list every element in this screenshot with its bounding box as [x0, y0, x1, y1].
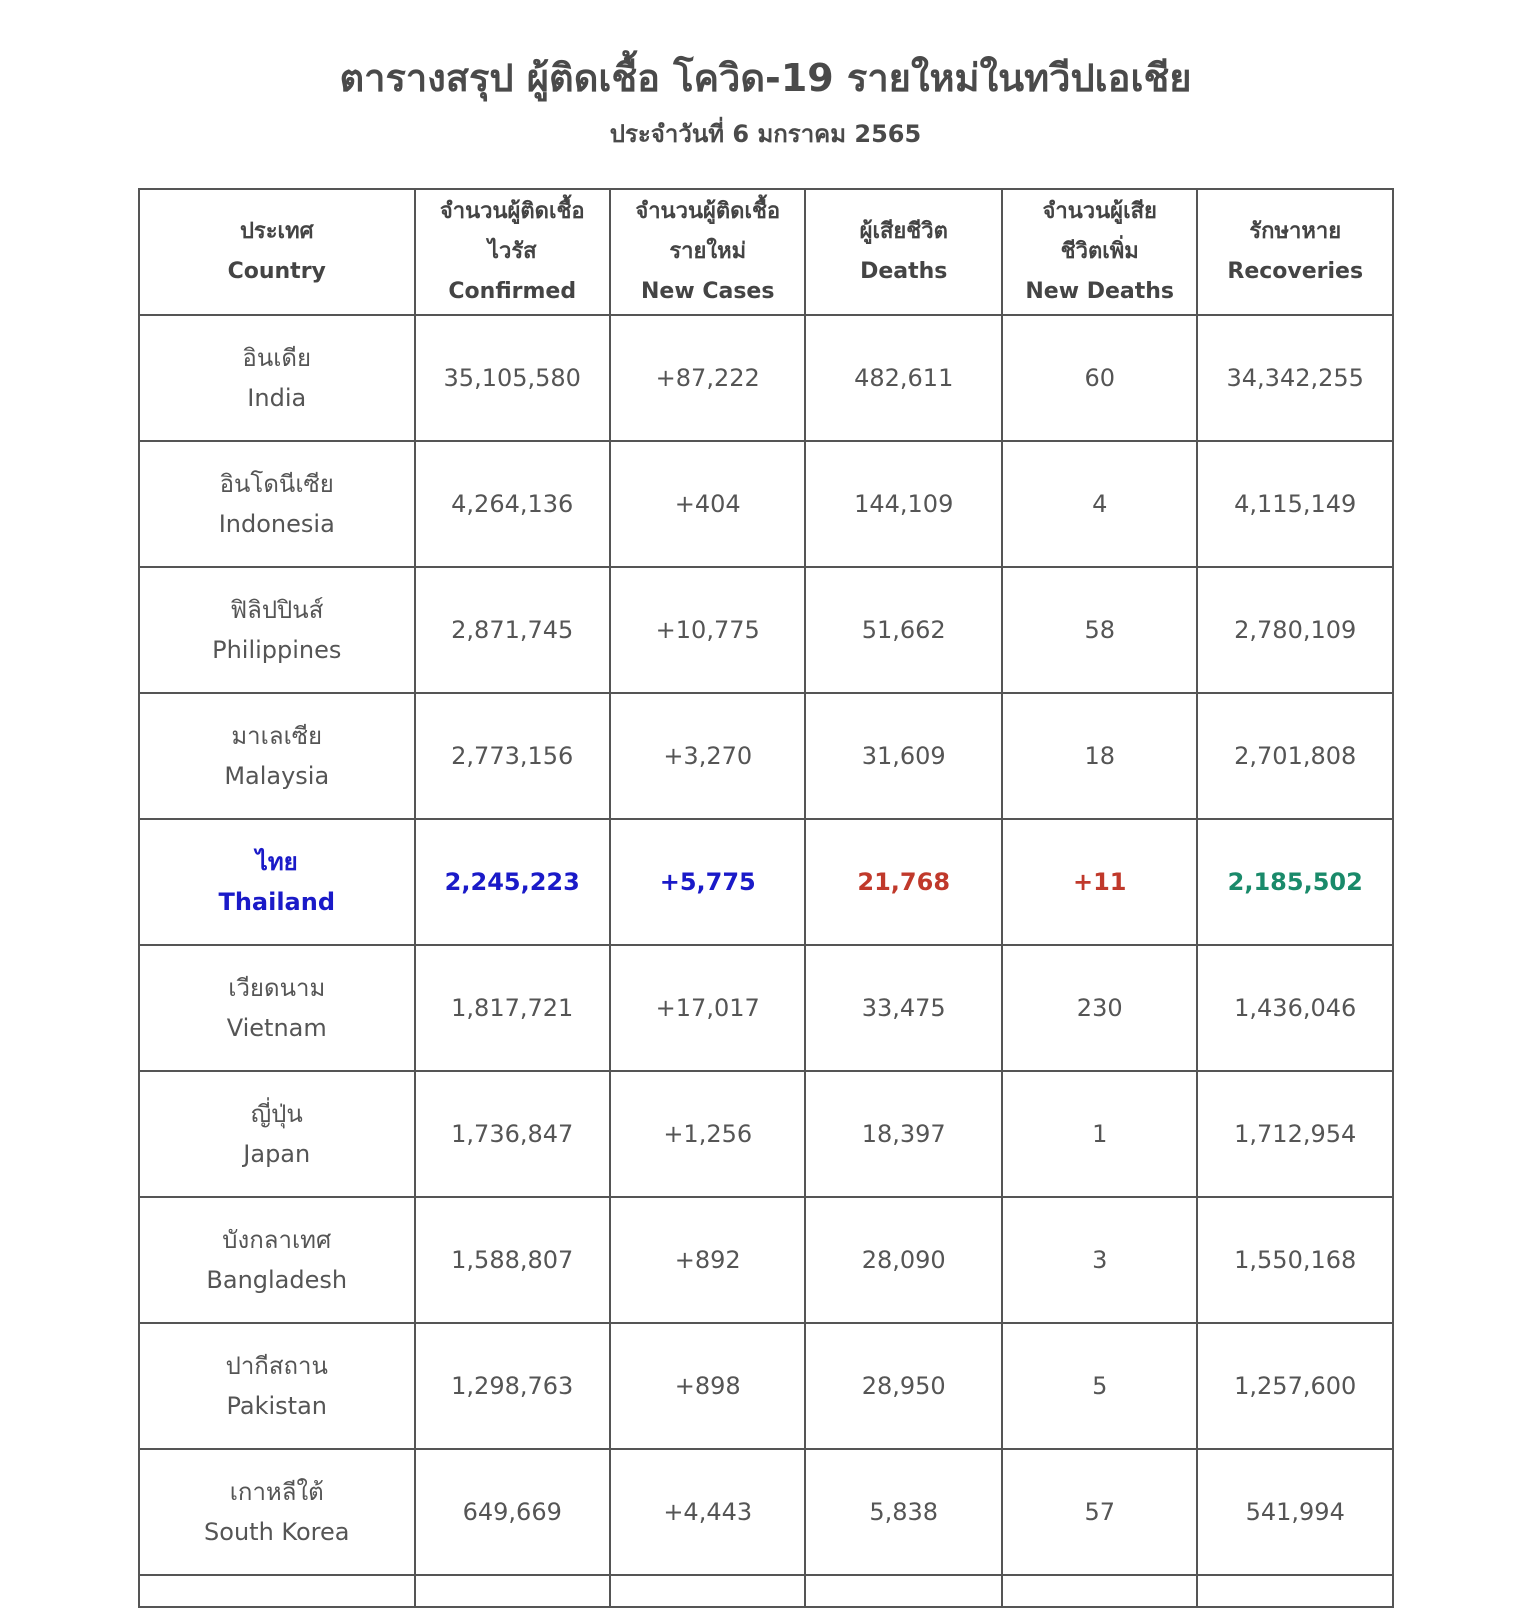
new-deaths-cell: 3 [1002, 1197, 1197, 1323]
country-cell [139, 315, 415, 441]
country-cell [139, 945, 415, 1071]
recoveries-cell: 541,994 [1197, 1449, 1393, 1575]
header-deaths [805, 189, 1002, 315]
new-cases-cell: +17,017 [610, 945, 805, 1071]
header-new-deaths [1002, 189, 1197, 315]
deaths-cell: 482,611 [805, 315, 1002, 441]
deaths-cell: 28,090 [805, 1197, 1002, 1323]
header-deaths-en: Deaths [860, 259, 948, 284]
covid-summary-table [138, 188, 1394, 1608]
new-deaths-cell: 57 [1002, 1449, 1197, 1575]
deaths-cell: 31,609 [805, 693, 1002, 819]
country-name-en: Indonesia [218, 510, 335, 538]
recoveries-cell: 34,342,255 [1197, 315, 1393, 441]
new-cases-cell: +3,270 [610, 693, 805, 819]
table-row [139, 1071, 1393, 1197]
new-deaths-cell: 230 [1002, 945, 1197, 1071]
country-name-th: ฟิลิปปินส์ [230, 596, 324, 624]
header-new-cases-en: New Cases [641, 279, 775, 304]
header-confirmed-th1: จำนวนผู้ติดเชื้อ [439, 199, 585, 224]
deaths-cell: 144,109 [805, 441, 1002, 567]
deaths-cell: 5,838 [805, 1449, 1002, 1575]
new-deaths-cell: 4 [1002, 441, 1197, 567]
deaths-cell: 21,768 [805, 819, 1002, 945]
country-name-th: มาเลเซีย [231, 722, 323, 750]
country-name-th: เวียดนาม [228, 974, 326, 1002]
empty-cell [1197, 1575, 1393, 1607]
new-deaths-cell: 58 [1002, 567, 1197, 693]
header-deaths-th: ผู้เสียชีวิต [859, 219, 948, 244]
confirmed-cell: 649,669 [415, 1449, 610, 1575]
table-row [139, 441, 1393, 567]
country-name-th: ปากีสถาน [225, 1352, 328, 1380]
header-new-cases-th1: จำนวนผู้ติดเชื้อ [635, 199, 781, 224]
recoveries-cell: 2,780,109 [1197, 567, 1393, 693]
new-deaths-cell: 60 [1002, 315, 1197, 441]
table-row [139, 567, 1393, 693]
table-header-row [139, 189, 1393, 315]
country-name-en: India [247, 384, 307, 412]
empty-cell [139, 1575, 415, 1607]
deaths-cell: 51,662 [805, 567, 1002, 693]
country-name-th: ญี่ปุ่น [250, 1100, 303, 1128]
empty-cell [1002, 1575, 1197, 1607]
table-row [139, 945, 1393, 1071]
country-cell [139, 1197, 415, 1323]
confirmed-cell: 1,736,847 [415, 1071, 610, 1197]
new-deaths-cell: 5 [1002, 1323, 1197, 1449]
country-cell [139, 693, 415, 819]
recoveries-cell: 2,701,808 [1197, 693, 1393, 819]
new-cases-cell: +898 [610, 1323, 805, 1449]
header-recoveries-th: รักษาหาย [1249, 219, 1342, 244]
header-country [139, 189, 415, 315]
country-name-en: Philippines [212, 636, 342, 664]
confirmed-cell: 2,773,156 [415, 693, 610, 819]
country-cell [139, 1071, 415, 1197]
new-cases-cell: +404 [610, 441, 805, 567]
confirmed-cell: 2,245,223 [415, 819, 610, 945]
country-name-th: อินโดนีเซีย [219, 470, 334, 498]
country-name-th: อินเดีย [242, 344, 312, 372]
empty-cell [415, 1575, 610, 1607]
header-confirmed [415, 189, 610, 315]
header-new-deaths-th2: ชีวิตเพิ่ม [1060, 239, 1139, 264]
page-subtitle: ประจำวันที่ 6 มกราคม 2565 [609, 120, 922, 148]
new-deaths-cell: 18 [1002, 693, 1197, 819]
header-country-th: ประเทศ [239, 219, 314, 244]
new-deaths-cell: 1 [1002, 1071, 1197, 1197]
country-name-en: Bangladesh [206, 1266, 348, 1294]
country-name-en: Pakistan [226, 1392, 327, 1420]
confirmed-cell: 1,298,763 [415, 1323, 610, 1449]
header-new-deaths-en: New Deaths [1025, 279, 1175, 304]
table-row-thailand [139, 819, 1393, 945]
header-new-deaths-th1: จำนวนผู้เสีย [1042, 199, 1157, 224]
country-cell [139, 1449, 415, 1575]
table-row [139, 315, 1393, 441]
confirmed-cell: 1,817,721 [415, 945, 610, 1071]
new-deaths-cell: +11 [1002, 819, 1197, 945]
country-cell [139, 1323, 415, 1449]
header-confirmed-th2: ไวรัส [487, 239, 537, 264]
new-cases-cell: +1,256 [610, 1071, 805, 1197]
deaths-cell: 18,397 [805, 1071, 1002, 1197]
recoveries-cell: 1,550,168 [1197, 1197, 1393, 1323]
header-new-cases [610, 189, 805, 315]
confirmed-cell: 2,871,745 [415, 567, 610, 693]
empty-cell [805, 1575, 1002, 1607]
header-confirmed-en: Confirmed [448, 279, 577, 304]
new-cases-cell: +87,222 [610, 315, 805, 441]
country-cell [139, 819, 415, 945]
recoveries-cell: 2,185,502 [1197, 819, 1393, 945]
header-new-cases-th2: รายใหม่ [669, 239, 747, 264]
new-cases-cell: +892 [610, 1197, 805, 1323]
new-cases-cell: +4,443 [610, 1449, 805, 1575]
country-cell [139, 567, 415, 693]
recoveries-cell: 1,436,046 [1197, 945, 1393, 1071]
header-recoveries-en: Recoveries [1227, 259, 1364, 284]
country-name-th: บังกลาเทศ [222, 1226, 332, 1254]
country-name-th: เกาหลีใต้ [229, 1478, 324, 1506]
header-recoveries [1197, 189, 1393, 315]
confirmed-cell: 1,588,807 [415, 1197, 610, 1323]
new-cases-cell: +10,775 [610, 567, 805, 693]
table-row [139, 1323, 1393, 1449]
country-name-en: Thailand [218, 888, 336, 916]
empty-cell [610, 1575, 805, 1607]
country-name-th: ไทย [255, 848, 298, 876]
country-cell [139, 441, 415, 567]
recoveries-cell: 1,257,600 [1197, 1323, 1393, 1449]
country-name-en: Vietnam [226, 1014, 327, 1042]
confirmed-cell: 4,264,136 [415, 441, 610, 567]
page-title: ตารางสรุป ผู้ติดเชื้อ โควิด-19 รายใหม่ในทวีปเอเชีย [339, 56, 1192, 100]
country-name-en: Malaysia [224, 762, 330, 790]
deaths-cell: 28,950 [805, 1323, 1002, 1449]
deaths-cell: 33,475 [805, 945, 1002, 1071]
table-row [139, 1449, 1393, 1575]
recoveries-cell: 1,712,954 [1197, 1071, 1393, 1197]
new-cases-cell: +5,775 [610, 819, 805, 945]
country-name-en: Japan [243, 1140, 311, 1168]
recoveries-cell: 4,115,149 [1197, 441, 1393, 567]
table-row-cutoff [139, 1575, 1393, 1607]
table-body [139, 315, 1393, 1607]
table-row [139, 693, 1393, 819]
confirmed-cell: 35,105,580 [415, 315, 610, 441]
country-name-en: South Korea [204, 1518, 350, 1546]
table-row [139, 1197, 1393, 1323]
header-country-en: Country [227, 259, 326, 284]
